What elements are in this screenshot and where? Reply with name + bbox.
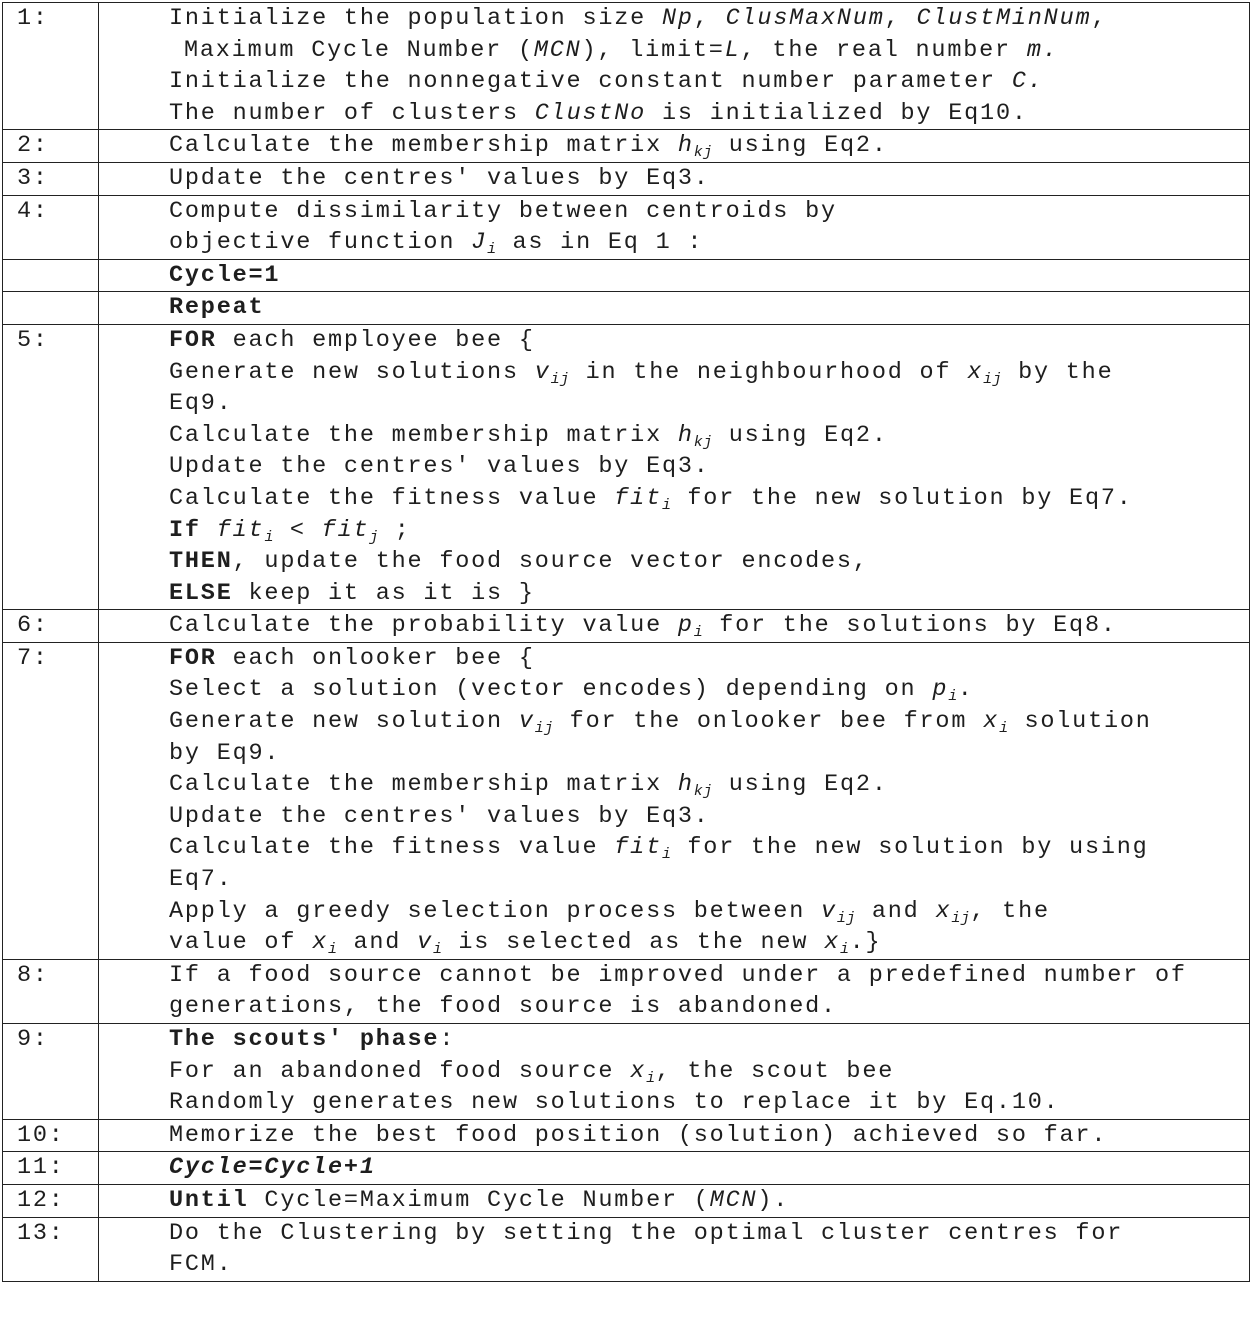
subscript-text: i — [840, 941, 850, 959]
variable-text: L — [724, 36, 741, 64]
variable-text: fit — [614, 834, 662, 862]
step-line — [169, 451, 1245, 483]
step-line — [169, 801, 1245, 833]
plain-text: Update the centres' values by Eq3. — [169, 453, 710, 481]
step-line — [169, 578, 1245, 610]
subscript-text: i — [646, 1069, 656, 1087]
algorithm-step-row — [3, 195, 1250, 259]
variable-text: x — [824, 929, 841, 957]
variable-text: x — [312, 929, 329, 957]
plain-text: FCM. — [169, 1251, 233, 1279]
plain-text: Compute dissimilarity between centroids by — [169, 197, 837, 225]
step-number: 2: — [3, 130, 99, 163]
step-number — [3, 292, 99, 325]
plain-text: Generate new solutions — [169, 358, 535, 386]
subscript-text: ij — [836, 909, 856, 927]
plain-text: Calculate the fitness value — [169, 834, 615, 862]
variable-text: h — [677, 132, 694, 160]
keyword-text: FOR — [169, 644, 217, 672]
algorithm-step-row — [3, 1119, 1250, 1152]
step-line — [169, 1120, 1245, 1152]
step-line — [169, 357, 1245, 389]
plain-text: is selected as the new — [442, 929, 825, 957]
step-line — [169, 66, 1245, 98]
plain-text: each employee bee { — [216, 326, 535, 354]
variable-text: MCN — [533, 36, 582, 64]
subscript-text: ij — [951, 909, 971, 927]
step-description — [99, 195, 1250, 259]
step-line — [169, 420, 1245, 452]
keyword-text: Repeat — [169, 294, 265, 322]
variable-text: v — [821, 897, 837, 925]
plain-text: by Eq9. — [169, 739, 281, 767]
step-description — [99, 610, 1250, 643]
plain-text: , — [693, 5, 726, 32]
plain-text: Calculate the membership matrix — [169, 771, 678, 799]
plain-text: , update the food source vector encodes, — [232, 548, 869, 576]
subscript-text: i — [661, 846, 672, 864]
plain-text: by the — [1002, 358, 1114, 386]
step-description — [99, 162, 1250, 195]
step-line — [169, 227, 1245, 259]
variable-text: ClusMaxNum — [725, 5, 885, 32]
variable-text: v — [534, 358, 551, 386]
plain-text: Calculate the membership matrix — [169, 421, 678, 449]
variable-text: h — [677, 421, 694, 449]
step-description — [99, 130, 1250, 163]
variable-text: Np — [661, 5, 694, 32]
plain-text: Do the Clustering by setting the optimal cluster centres for — [169, 1219, 1124, 1247]
subscript-text: i — [264, 528, 274, 546]
plain-text: , the — [970, 897, 1050, 925]
keyword-text: FOR — [169, 326, 217, 354]
step-line — [169, 1024, 1245, 1056]
step-line — [169, 960, 1245, 992]
subscript-text: i — [432, 941, 443, 959]
step-line — [169, 1218, 1245, 1250]
plain-text: Initialize the nonnegative constant number parameter — [169, 68, 1012, 96]
step-line — [169, 35, 1245, 67]
step-line — [169, 546, 1245, 578]
step-number: 13: — [3, 1217, 99, 1281]
step-number: 11: — [3, 1152, 99, 1185]
step-line — [169, 769, 1245, 801]
plain-text: for the new solution by using — [671, 834, 1149, 862]
plain-text: is initialized by Eq10. — [646, 99, 1028, 127]
subscript-text: ij — [534, 720, 554, 738]
step-line — [169, 1249, 1245, 1281]
variable-text: C. — [1011, 68, 1044, 96]
keyword-text: If — [169, 516, 201, 544]
step-description — [99, 292, 1250, 325]
variable-text: p — [932, 676, 949, 704]
step-number: 12: — [3, 1184, 99, 1217]
step-line — [169, 610, 1245, 642]
step-line — [169, 260, 1245, 292]
step-line — [169, 292, 1245, 324]
plain-text: For an abandoned food source — [169, 1057, 631, 1085]
keyword-text: The scouts' phase — [169, 1026, 440, 1053]
subscript-text: i — [948, 688, 958, 706]
subscript-text: kj — [693, 433, 713, 451]
plain-text: Maximum Cycle Number ( — [184, 36, 534, 64]
subscript-text: i — [487, 241, 497, 259]
plain-text: and — [337, 929, 418, 957]
plain-text: If a food source cannot be improved under a predefined number of — [169, 961, 1187, 989]
subscript-text: kj — [693, 144, 713, 162]
step-number: 9: — [3, 1024, 99, 1120]
algorithm-step-row — [3, 324, 1250, 609]
algorithm-step-row — [3, 642, 1250, 959]
step-line — [169, 388, 1245, 420]
plain-text: < — [273, 516, 322, 544]
plain-text: Update the centres' values by Eq3. — [169, 164, 710, 192]
plain-text: Cycle=Maximum Cycle Number ( — [248, 1186, 710, 1214]
variable-text: J — [471, 229, 488, 257]
step-description — [99, 1217, 1250, 1281]
variable-text: x — [983, 708, 1000, 736]
plain-text: using Eq2. — [712, 132, 888, 160]
keyword-text: Cycle=1 — [169, 261, 281, 289]
algorithm-step-row — [3, 1024, 1250, 1120]
plain-text: , the scout bee — [655, 1057, 895, 1085]
step-line — [169, 832, 1245, 864]
algorithm-step-row — [3, 3, 1250, 130]
step-description — [99, 1119, 1250, 1152]
plain-text: ). — [757, 1186, 790, 1214]
variable-text: ClustMinNum — [916, 5, 1092, 32]
variable-text: fit — [216, 516, 265, 544]
step-number — [3, 259, 99, 292]
step-line — [169, 1087, 1245, 1119]
plain-text: value of — [169, 929, 313, 957]
subscript-text: kj — [693, 783, 713, 801]
algorithm-table-body — [3, 3, 1250, 1282]
plain-text: Eq7. — [169, 866, 233, 894]
plain-text: ; — [378, 516, 411, 544]
plain-text: as in Eq 1 : — [496, 229, 704, 257]
plain-text: using Eq2. — [712, 421, 888, 449]
plain-text: for the new solution by Eq7. — [671, 484, 1133, 512]
plain-text: for the onlooker bee from — [553, 708, 984, 736]
step-number: 3: — [3, 162, 99, 195]
plain-text: Generate new solution — [169, 708, 519, 736]
step-description — [99, 259, 1250, 292]
algorithm-step-row — [3, 1184, 1250, 1217]
variable-text: v — [417, 929, 433, 957]
plain-text — [201, 517, 217, 544]
step-description — [99, 1152, 1250, 1185]
plain-text: and — [855, 897, 936, 925]
step-line — [169, 1056, 1245, 1088]
variable-text: v — [518, 708, 535, 736]
variable-text: x — [935, 897, 952, 925]
variable-text: h — [677, 771, 694, 799]
keyword-text: ELSE — [169, 579, 233, 607]
algorithm-step-row — [3, 130, 1250, 163]
variable-text: m. — [1026, 36, 1059, 64]
algorithm-step-row — [3, 162, 1250, 195]
plain-text: Calculate the fitness value — [169, 484, 615, 512]
plain-text: generations, the food source is abandoned. — [169, 993, 837, 1021]
step-line — [169, 706, 1245, 738]
plain-text: objective function — [169, 229, 472, 257]
plain-text: Apply a greedy selection process between — [169, 897, 821, 925]
plain-text: for the solutions by Eq8. — [703, 612, 1117, 640]
subscript-text: i — [693, 624, 704, 642]
variable-text: p — [677, 612, 694, 640]
algorithm-table — [2, 2, 1250, 1282]
subscript-text: i — [999, 720, 1009, 738]
step-line — [169, 1152, 1245, 1184]
step-number: 10: — [3, 1119, 99, 1152]
plain-text: Calculate the membership matrix — [169, 132, 678, 160]
step-description — [99, 1184, 1250, 1217]
step-line — [169, 483, 1245, 515]
plain-text: . — [957, 676, 974, 704]
step-line — [169, 927, 1245, 959]
step-line — [169, 864, 1245, 896]
plain-text: The number of clusters — [169, 99, 535, 127]
plain-text: , the real number — [740, 36, 1027, 64]
step-line — [169, 98, 1245, 130]
variable-text: ClustNo — [534, 99, 647, 127]
step-number: 1: — [3, 3, 99, 130]
step-line — [169, 196, 1245, 228]
plain-text: Calculate the probability value — [169, 612, 678, 640]
algorithm-step-row — [3, 959, 1250, 1023]
keyword-text: Until — [169, 1186, 249, 1214]
step-description — [99, 324, 1250, 609]
plain-text: , — [1091, 5, 1108, 32]
step-line — [169, 738, 1245, 770]
plain-text: each onlooker bee { — [216, 644, 535, 672]
step-line — [169, 163, 1245, 195]
algorithm-step-row — [3, 1217, 1250, 1281]
plain-text: Select a solution (vector encodes) depending on — [169, 676, 933, 704]
plain-text: using Eq2. — [712, 771, 888, 799]
step-number: 8: — [3, 959, 99, 1023]
plain-text: Randomly generates new solutions to replace it by Eq.10. — [169, 1089, 1060, 1117]
algorithm-step-row — [3, 259, 1250, 292]
plain-text: Eq9. — [169, 390, 233, 418]
subscript-text: i — [661, 496, 672, 514]
subscript-text: ij — [983, 370, 1003, 388]
step-number: 4: — [3, 195, 99, 259]
plain-text: in the neighbourhood of — [569, 358, 968, 386]
algorithm-step-row — [3, 1152, 1250, 1185]
step-line — [169, 3, 1245, 35]
variable-text: fit — [321, 516, 370, 544]
plain-text: Initialize the population size — [169, 5, 662, 32]
variable-text: x — [630, 1057, 647, 1085]
subscript-text: i — [328, 941, 338, 959]
step-description — [99, 642, 1250, 959]
step-description — [99, 1024, 1250, 1120]
plain-text: Update the centres' values by Eq3. — [169, 802, 710, 830]
plain-text: ), limit= — [581, 36, 725, 64]
step-line — [169, 130, 1245, 162]
step-line — [169, 515, 1245, 547]
keyword-text: Cycle=Cycle+1 — [169, 1154, 376, 1182]
step-description — [99, 3, 1250, 130]
step-line — [169, 896, 1245, 928]
step-description — [99, 959, 1250, 1023]
step-line — [169, 643, 1245, 675]
algorithm-step-row — [3, 610, 1250, 643]
plain-text: : — [439, 1026, 456, 1053]
plain-text: solution — [1008, 708, 1152, 736]
step-number: 7: — [3, 642, 99, 959]
step-line — [169, 325, 1245, 357]
variable-text: fit — [614, 484, 662, 512]
step-line — [169, 1185, 1245, 1217]
plain-text: , — [884, 5, 917, 32]
step-line — [169, 674, 1245, 706]
variable-text: MCN — [709, 1186, 758, 1214]
subscript-text: j — [369, 528, 379, 546]
variable-text: x — [967, 358, 984, 386]
keyword-text: THEN — [169, 548, 233, 576]
plain-text: keep it as it is } — [232, 579, 535, 607]
plain-text: .} — [849, 929, 882, 957]
subscript-text: ij — [550, 370, 570, 388]
step-line — [169, 991, 1245, 1023]
algorithm-step-row — [3, 292, 1250, 325]
step-number: 6: — [3, 610, 99, 643]
step-number: 5: — [3, 324, 99, 609]
plain-text: Memorize the best food position (solution) achieved so far. — [169, 1121, 1108, 1149]
